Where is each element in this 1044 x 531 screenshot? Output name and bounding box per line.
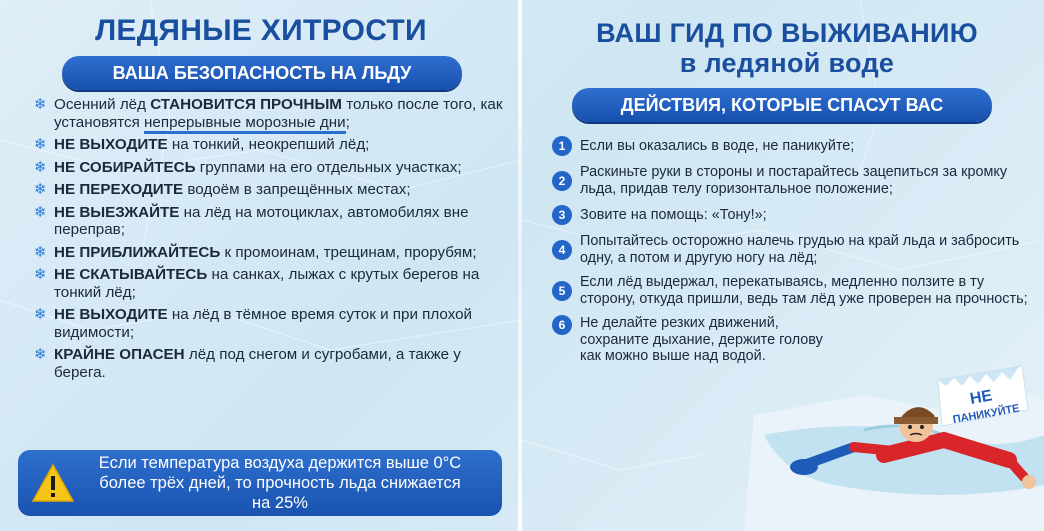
snowflake-icon: ❄	[34, 346, 47, 363]
list-item: ❄ НЕ ПЕРЕХОДИТЕ водоём в запрещённых местах;	[34, 181, 411, 198]
list-item: ❄ Осенний лёд СТАНОВИТСЯ ПРОЧНЫМ только после того, как установятся непрерывные морозные дни;	[34, 96, 504, 131]
step-number: 6	[552, 315, 572, 335]
snowflake-icon: ❄	[34, 266, 47, 283]
step-item: 2 Раскиньте руки в стороны и постарайтесь зацепиться за кромку льда, придав телу горизонтальное положение;	[552, 164, 1040, 197]
snowflake-icon: ❄	[34, 243, 47, 261]
right-subtitle-ribbon: ДЕЙСТВИЯ, КОТОРЫЕ СПАСУТ ВАС	[572, 88, 992, 122]
do-not-panic-sign	[932, 362, 1032, 432]
list-item: ❄ НЕ ВЫХОДИТЕ на тонкий, неокрепший лёд;	[34, 136, 370, 153]
snowflake-icon: ❄	[34, 181, 47, 198]
step-item: 5 Если лёд выдержал, перекатываясь, медленно ползите в ту сторону, откуда пришли, ведь там лёд уже проверен на прочность;	[552, 274, 1040, 307]
snowflake-icon: ❄	[34, 158, 47, 176]
step-number: 4	[552, 240, 572, 260]
list-item: ❄ НЕ СКАТЫВАЙТЕСЬ на санках, лыжах с крутых берегов на тонкий лёд;	[34, 266, 480, 301]
snowflake-icon: ❄	[34, 96, 47, 113]
list-item: ❄ НЕ ВЫЕЗЖАЙТЕ на лёд на мотоциклах, автомобилях вне переправ;	[34, 203, 469, 238]
list-item: ❄ НЕ ПРИБЛИЖАЙТЕСЬ к промоинам, трещинам, прорубям;	[34, 243, 477, 261]
left-subtitle-ribbon: ВАША БЕЗОПАСНОСТЬ НА ЛЬДУ	[62, 56, 462, 90]
warning-text: Если температура воздуха держится выше 0°С более трёх дней, то прочность льда снижается на 25%	[98, 454, 462, 512]
snowflake-icon: ❄	[34, 203, 47, 221]
step-number: 5	[552, 281, 572, 301]
sign-text-line2: ПАНИКУЙТЕ	[951, 402, 1021, 427]
warning-triangle-icon	[18, 463, 88, 503]
snowflake-icon: ❄	[34, 306, 47, 323]
step-item: 3 Зовите на помощь: «Тону!»;	[552, 205, 1040, 225]
step-number: 2	[552, 171, 572, 191]
list-item: ❄ НЕ СОБИРАЙТЕСЬ группами на его отдельных участках;	[34, 158, 462, 176]
sign-text-line1: НЕ	[968, 387, 994, 408]
list-item: ❄ НЕ ВЫХОДИТЕ на лёд в тёмное время суток и при плохой видимости;	[34, 306, 473, 341]
survival-steps-list	[552, 136, 1040, 373]
step-number: 1	[552, 136, 572, 156]
step-item: 4 Попытайтесь осторожно налечь грудью на край льда и забросить одну, а потом и другую ногу на лёд;	[552, 233, 1040, 266]
list-item: ❄ КРАЙНЕ ОПАСЕН лёд под снегом и сугробами, а также у берега.	[34, 346, 461, 381]
right-title: ВАШ ГИД ПО ВЫЖИВАНИЮ в ледяной воде	[596, 18, 978, 78]
survival-guide-panel	[522, 0, 1044, 531]
snowflake-icon: ❄	[34, 136, 47, 153]
safety-rules-list	[34, 96, 504, 386]
temperature-warning-box	[18, 450, 502, 516]
step-item: 6 Не делайте резких движений, сохраните дыхание, держите голову как можно выше над водой.	[552, 315, 842, 365]
step-item: 1 Если вы оказались в воде, не паникуйте;	[552, 136, 1040, 156]
left-title: ЛЕДЯНЫЕ ХИТРОСТИ	[95, 14, 427, 47]
step-number: 3	[552, 205, 572, 225]
